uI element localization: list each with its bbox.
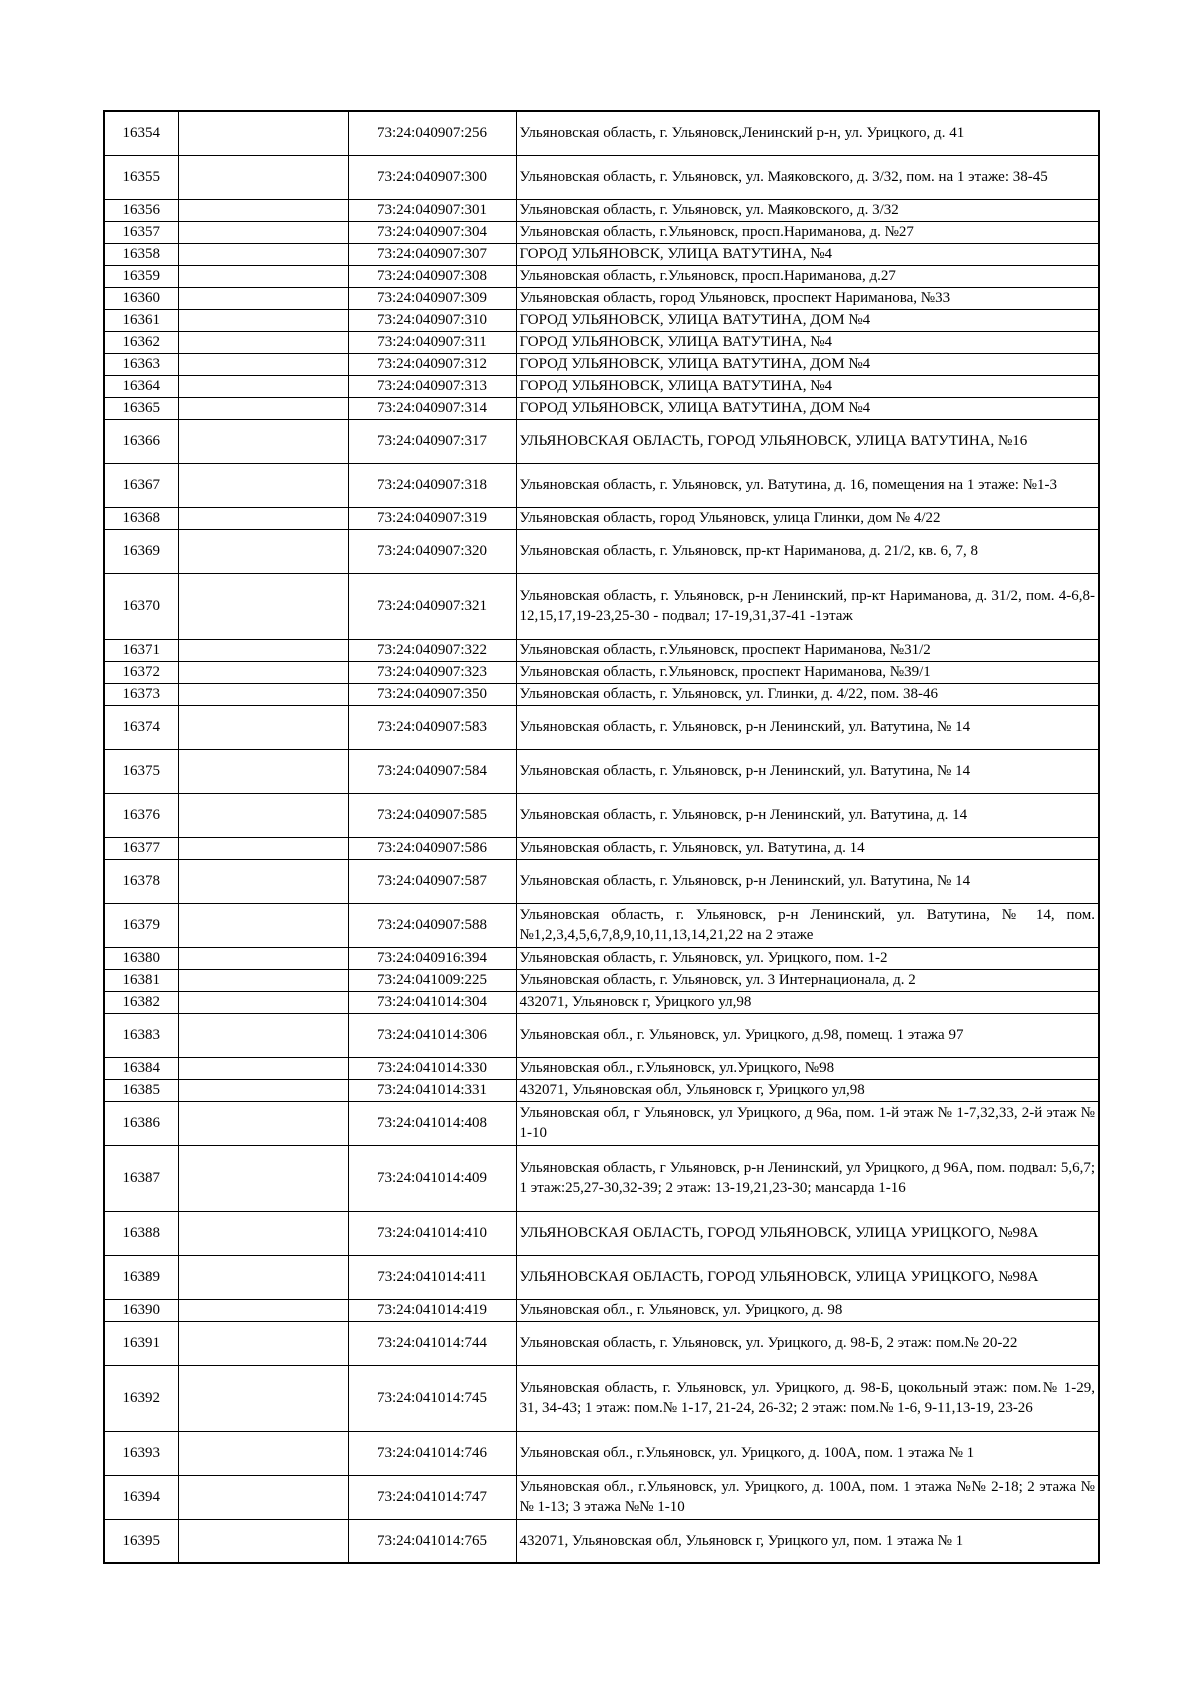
row-number-cell: 16380 xyxy=(104,947,178,969)
table-row xyxy=(104,903,1099,947)
address-cell: Ульяновская область, г. Ульяновск, ул. Ватутина, д. 14 xyxy=(516,837,1099,859)
empty-cell xyxy=(178,969,348,991)
table-row xyxy=(104,199,1099,221)
row-number-cell: 16356 xyxy=(104,199,178,221)
empty-cell xyxy=(178,1365,348,1431)
row-number-cell: 16382 xyxy=(104,991,178,1013)
address-cell: 432071, Ульяновская обл, Ульяновск г, Урицкого ул, пом. 1 этажа № 1 xyxy=(516,1519,1099,1563)
address-cell: Ульяновская область, г. Ульяновск, р-н Ленинский, ул. Ватутина, № 14 xyxy=(516,749,1099,793)
address-cell: ГОРОД УЛЬЯНОВСК, УЛИЦА ВАТУТИНА, №4 xyxy=(516,375,1099,397)
empty-cell xyxy=(178,991,348,1013)
cadastral-number-cell: 73:24:040907:308 xyxy=(348,265,516,287)
cadastral-number-cell: 73:24:041014:747 xyxy=(348,1475,516,1519)
address-cell: Ульяновская обл., г. Ульяновск, ул. Урицкого, д.98, помещ. 1 этажа 97 xyxy=(516,1013,1099,1057)
row-number-cell: 16374 xyxy=(104,705,178,749)
address-cell: Ульяновская обл., г.Ульяновск, ул.Урицкого, №98 xyxy=(516,1057,1099,1079)
cadastral-number-cell: 73:24:040907:323 xyxy=(348,661,516,683)
cadastral-number-cell: 73:24:041014:746 xyxy=(348,1431,516,1475)
empty-cell xyxy=(178,1431,348,1475)
row-number-cell: 16364 xyxy=(104,375,178,397)
address-cell: 432071, Ульяновская обл, Ульяновск г, Урицкого ул,98 xyxy=(516,1079,1099,1101)
cadastral-number-cell: 73:24:041014:744 xyxy=(348,1321,516,1365)
empty-cell xyxy=(178,639,348,661)
table-row xyxy=(104,353,1099,375)
table-row xyxy=(104,1431,1099,1475)
address-cell: Ульяновская область, г. Ульяновск, ул. Ватутина, д. 16, помещения на 1 этаже: №1-3 xyxy=(516,463,1099,507)
address-cell: 432071, Ульяновск г, Урицкого ул,98 xyxy=(516,991,1099,1013)
cadastral-number-cell: 73:24:041014:304 xyxy=(348,991,516,1013)
row-number-cell: 16365 xyxy=(104,397,178,419)
empty-cell xyxy=(178,397,348,419)
table-row xyxy=(104,1255,1099,1299)
cadastral-number-cell: 73:24:041014:330 xyxy=(348,1057,516,1079)
table-row xyxy=(104,793,1099,837)
cadastral-number-cell: 73:24:040907:320 xyxy=(348,529,516,573)
empty-cell xyxy=(178,507,348,529)
empty-cell xyxy=(178,1057,348,1079)
cadastral-number-cell: 73:24:041014:331 xyxy=(348,1079,516,1101)
row-number-cell: 16357 xyxy=(104,221,178,243)
row-number-cell: 16383 xyxy=(104,1013,178,1057)
empty-cell xyxy=(178,199,348,221)
address-cell: Ульяновская область, г Ульяновск, р-н Ленинский, ул Урицкого, д 96А, пом. подвал: 5,6,7; 1 этаж:25,27-30,32-39; 2 этаж: 13-19,21,23-30; мансарда 1-16 xyxy=(516,1145,1099,1211)
cadastral-number-cell: 73:24:040907:312 xyxy=(348,353,516,375)
cadastral-number-cell: 73:24:040907:309 xyxy=(348,287,516,309)
address-cell: Ульяновская область, г. Ульяновск, ул. Урицкого, д. 98-Б, цокольный этаж: пом.№ 1-29, 31, 34-43; 1 этаж: пом.№ 1-17, 21-24, 26-32; 2 этаж: пом.№ 1-6, 9-11,13-19, 23-26 xyxy=(516,1365,1099,1431)
table-row xyxy=(104,1101,1099,1145)
cadastral-number-cell: 73:24:040907:587 xyxy=(348,859,516,903)
empty-cell xyxy=(178,111,348,155)
address-cell: Ульяновская область, г. Ульяновск, р-н Ленинский, ул. Ватутина, № 14 xyxy=(516,705,1099,749)
table-row xyxy=(104,1079,1099,1101)
row-number-cell: 16363 xyxy=(104,353,178,375)
cadastral-number-cell: 73:24:040907:586 xyxy=(348,837,516,859)
cadastral-number-cell: 73:24:041014:765 xyxy=(348,1519,516,1563)
address-cell: Ульяновская область, г. Ульяновск, р-н Ленинский, ул. Ватутина, д. 14 xyxy=(516,793,1099,837)
address-cell: Ульяновская область, г. Ульяновск, пр-кт Нариманова, д. 21/2, кв. 6, 7, 8 xyxy=(516,529,1099,573)
empty-cell xyxy=(178,331,348,353)
cadastral-number-cell: 73:24:040907:304 xyxy=(348,221,516,243)
empty-cell xyxy=(178,1101,348,1145)
cadastral-number-cell: 73:24:040907:313 xyxy=(348,375,516,397)
table-row xyxy=(104,287,1099,309)
address-cell: Ульяновская область, город Ульяновск, проспект Нариманова, №33 xyxy=(516,287,1099,309)
address-cell: Ульяновская область, г.Ульяновск, просп.Нариманова, д.27 xyxy=(516,265,1099,287)
row-number-cell: 16395 xyxy=(104,1519,178,1563)
row-number-cell: 16367 xyxy=(104,463,178,507)
empty-cell xyxy=(178,419,348,463)
empty-cell xyxy=(178,309,348,331)
table-row xyxy=(104,397,1099,419)
cadastral-number-cell: 73:24:040907:588 xyxy=(348,903,516,947)
table-row xyxy=(104,331,1099,353)
row-number-cell: 16385 xyxy=(104,1079,178,1101)
empty-cell xyxy=(178,1475,348,1519)
table-row xyxy=(104,573,1099,639)
address-cell: Ульяновская область, г.Ульяновск, просп.Нариманова, д. №27 xyxy=(516,221,1099,243)
cadastral-number-cell: 73:24:041014:745 xyxy=(348,1365,516,1431)
row-number-cell: 16355 xyxy=(104,155,178,199)
row-number-cell: 16360 xyxy=(104,287,178,309)
cadastral-number-cell: 73:24:041014:306 xyxy=(348,1013,516,1057)
row-number-cell: 16378 xyxy=(104,859,178,903)
address-cell: Ульяновская область, город Ульяновск, улица Глинки, дом № 4/22 xyxy=(516,507,1099,529)
address-cell: Ульяновская область, г. Ульяновск, ул. Урицкого, пом. 1-2 xyxy=(516,947,1099,969)
empty-cell xyxy=(178,463,348,507)
cadastral-number-cell: 73:24:040907:314 xyxy=(348,397,516,419)
empty-cell xyxy=(178,529,348,573)
address-cell: Ульяновская область, г. Ульяновск,Ленинский р-н, ул. Урицкого, д. 41 xyxy=(516,111,1099,155)
empty-cell xyxy=(178,375,348,397)
row-number-cell: 16368 xyxy=(104,507,178,529)
cadastral-number-cell: 73:24:040907:317 xyxy=(348,419,516,463)
table-row xyxy=(104,969,1099,991)
row-number-cell: 16392 xyxy=(104,1365,178,1431)
address-cell: Ульяновская область, г.Ульяновск, проспект Нариманова, №31/2 xyxy=(516,639,1099,661)
empty-cell xyxy=(178,1255,348,1299)
table-row xyxy=(104,111,1099,155)
table-row xyxy=(104,859,1099,903)
cadastral-number-cell: 73:24:040907:583 xyxy=(348,705,516,749)
address-cell: Ульяновская область, г. Ульяновск, ул. Маяковского, д. 3/32, пом. на 1 этаже: 38-45 xyxy=(516,155,1099,199)
cadastral-number-cell: 73:24:040907:311 xyxy=(348,331,516,353)
cadastral-number-cell: 73:24:041014:419 xyxy=(348,1299,516,1321)
table-row xyxy=(104,1013,1099,1057)
table-row xyxy=(104,639,1099,661)
row-number-cell: 16393 xyxy=(104,1431,178,1475)
table-row xyxy=(104,947,1099,969)
empty-cell xyxy=(178,1299,348,1321)
address-cell: Ульяновская область, г. Ульяновск, р-н Ленинский, ул. Ватутина, № 14 xyxy=(516,859,1099,903)
table-row xyxy=(104,1519,1099,1563)
address-cell: ГОРОД УЛЬЯНОВСК, УЛИЦА ВАТУТИНА, ДОМ №4 xyxy=(516,353,1099,375)
property-registry-table xyxy=(103,110,1100,1564)
address-cell: Ульяновская область, г. Ульяновск, ул. Урицкого, д. 98-Б, 2 этаж: пом.№ 20-22 xyxy=(516,1321,1099,1365)
table-row xyxy=(104,309,1099,331)
address-cell: Ульяновская обл, г Ульяновск, ул Урицкого, д 96а, пом. 1-й этаж № 1-7,32,33, 2-й этаж № 1-10 xyxy=(516,1101,1099,1145)
cadastral-number-cell: 73:24:040907:310 xyxy=(348,309,516,331)
row-number-cell: 16373 xyxy=(104,683,178,705)
row-number-cell: 16377 xyxy=(104,837,178,859)
address-cell: Ульяновская обл., г. Ульяновск, ул. Урицкого, д. 98 xyxy=(516,1299,1099,1321)
row-number-cell: 16362 xyxy=(104,331,178,353)
table-row xyxy=(104,243,1099,265)
cadastral-number-cell: 73:24:040907:318 xyxy=(348,463,516,507)
empty-cell xyxy=(178,155,348,199)
row-number-cell: 16370 xyxy=(104,573,178,639)
table-row xyxy=(104,837,1099,859)
empty-cell xyxy=(178,705,348,749)
empty-cell xyxy=(178,353,348,375)
row-number-cell: 16371 xyxy=(104,639,178,661)
row-number-cell: 16386 xyxy=(104,1101,178,1145)
address-cell: ГОРОД УЛЬЯНОВСК, УЛИЦА ВАТУТИНА, №4 xyxy=(516,331,1099,353)
cadastral-number-cell: 73:24:040907:322 xyxy=(348,639,516,661)
row-number-cell: 16387 xyxy=(104,1145,178,1211)
address-cell: ГОРОД УЛЬЯНОВСК, УЛИЦА ВАТУТИНА, №4 xyxy=(516,243,1099,265)
empty-cell xyxy=(178,1321,348,1365)
empty-cell xyxy=(178,221,348,243)
row-number-cell: 16372 xyxy=(104,661,178,683)
empty-cell xyxy=(178,1013,348,1057)
table-row xyxy=(104,265,1099,287)
cadastral-number-cell: 73:24:040907:300 xyxy=(348,155,516,199)
row-number-cell: 16390 xyxy=(104,1299,178,1321)
address-cell: Ульяновская область, г. Ульяновск, р-н Ленинский, пр-кт Нариманова, д. 31/2, пом. 4-6,8-12,15,17,19-23,25-30 - подвал; 17-19,31,37-41 -1этаж xyxy=(516,573,1099,639)
empty-cell xyxy=(178,859,348,903)
table-row xyxy=(104,991,1099,1013)
cadastral-number-cell: 73:24:040907:584 xyxy=(348,749,516,793)
empty-cell xyxy=(178,573,348,639)
table-row xyxy=(104,1365,1099,1431)
address-cell: Ульяновская область, г. Ульяновск, ул. Маяковского, д. 3/32 xyxy=(516,199,1099,221)
address-cell: Ульяновская область, г. Ульяновск, р-н Ленинский, ул. Ватутина, № 14, пом. №1,2,3,4,5,6,7,8,9,10,11,13,14,21,22 на 2 этаже xyxy=(516,903,1099,947)
cadastral-number-cell: 73:24:040907:321 xyxy=(348,573,516,639)
empty-cell xyxy=(178,683,348,705)
cadastral-number-cell: 73:24:041009:225 xyxy=(348,969,516,991)
table-row xyxy=(104,155,1099,199)
table-row xyxy=(104,749,1099,793)
table-row xyxy=(104,705,1099,749)
row-number-cell: 16376 xyxy=(104,793,178,837)
row-number-cell: 16384 xyxy=(104,1057,178,1079)
address-cell: ГОРОД УЛЬЯНОВСК, УЛИЦА ВАТУТИНА, ДОМ №4 xyxy=(516,309,1099,331)
row-number-cell: 16389 xyxy=(104,1255,178,1299)
table-row xyxy=(104,419,1099,463)
row-number-cell: 16359 xyxy=(104,265,178,287)
row-number-cell: 16369 xyxy=(104,529,178,573)
table-row xyxy=(104,221,1099,243)
table-row xyxy=(104,375,1099,397)
table-row xyxy=(104,463,1099,507)
address-cell: Ульяновская обл., г.Ульяновск, ул. Урицкого, д. 100А, пом. 1 этажа № 1 xyxy=(516,1431,1099,1475)
row-number-cell: 16375 xyxy=(104,749,178,793)
row-number-cell: 16388 xyxy=(104,1211,178,1255)
cadastral-number-cell: 73:24:040907:350 xyxy=(348,683,516,705)
empty-cell xyxy=(178,1145,348,1211)
address-cell: УЛЬЯНОВСКАЯ ОБЛАСТЬ, ГОРОД УЛЬЯНОВСК, УЛИЦА ВАТУТИНА, №16 xyxy=(516,419,1099,463)
table-row xyxy=(104,507,1099,529)
address-cell: Ульяновская область, г. Ульяновск, ул. Глинки, д. 4/22, пом. 38-46 xyxy=(516,683,1099,705)
cadastral-number-cell: 73:24:040907:307 xyxy=(348,243,516,265)
cadastral-number-cell: 73:24:041014:410 xyxy=(348,1211,516,1255)
cadastral-number-cell: 73:24:041014:408 xyxy=(348,1101,516,1145)
row-number-cell: 16381 xyxy=(104,969,178,991)
empty-cell xyxy=(178,1211,348,1255)
empty-cell xyxy=(178,243,348,265)
table-row xyxy=(104,1145,1099,1211)
empty-cell xyxy=(178,903,348,947)
row-number-cell: 16361 xyxy=(104,309,178,331)
address-cell: Ульяновская обл., г.Ульяновск, ул. Урицкого, д. 100А, пом. 1 этажа №№ 2-18; 2 этажа №№ 1-13; 3 этажа №№ 1-10 xyxy=(516,1475,1099,1519)
empty-cell xyxy=(178,287,348,309)
empty-cell xyxy=(178,837,348,859)
cadastral-number-cell: 73:24:040907:301 xyxy=(348,199,516,221)
cadastral-number-cell: 73:24:040916:394 xyxy=(348,947,516,969)
table-row xyxy=(104,1475,1099,1519)
empty-cell xyxy=(178,661,348,683)
empty-cell xyxy=(178,947,348,969)
row-number-cell: 16379 xyxy=(104,903,178,947)
address-cell: Ульяновская область, г.Ульяновск, проспект Нариманова, №39/1 xyxy=(516,661,1099,683)
table-row xyxy=(104,661,1099,683)
address-cell: УЛЬЯНОВСКАЯ ОБЛАСТЬ, ГОРОД УЛЬЯНОВСК, УЛИЦА УРИЦКОГО, №98А xyxy=(516,1211,1099,1255)
row-number-cell: 16366 xyxy=(104,419,178,463)
empty-cell xyxy=(178,1519,348,1563)
registry-table-body xyxy=(104,111,1099,1563)
address-cell: УЛЬЯНОВСКАЯ ОБЛАСТЬ, ГОРОД УЛЬЯНОВСК, УЛИЦА УРИЦКОГО, №98А xyxy=(516,1255,1099,1299)
empty-cell xyxy=(178,793,348,837)
cadastral-number-cell: 73:24:040907:319 xyxy=(348,507,516,529)
cadastral-number-cell: 73:24:040907:256 xyxy=(348,111,516,155)
table-row xyxy=(104,1321,1099,1365)
empty-cell xyxy=(178,265,348,287)
row-number-cell: 16358 xyxy=(104,243,178,265)
table-row xyxy=(104,683,1099,705)
address-cell: ГОРОД УЛЬЯНОВСК, УЛИЦА ВАТУТИНА, ДОМ №4 xyxy=(516,397,1099,419)
row-number-cell: 16354 xyxy=(104,111,178,155)
address-cell: Ульяновская область, г. Ульяновск, ул. 3 Интернационала, д. 2 xyxy=(516,969,1099,991)
empty-cell xyxy=(178,749,348,793)
cadastral-number-cell: 73:24:040907:585 xyxy=(348,793,516,837)
table-row xyxy=(104,1211,1099,1255)
row-number-cell: 16394 xyxy=(104,1475,178,1519)
cadastral-number-cell: 73:24:041014:411 xyxy=(348,1255,516,1299)
table-row xyxy=(104,529,1099,573)
cadastral-number-cell: 73:24:041014:409 xyxy=(348,1145,516,1211)
row-number-cell: 16391 xyxy=(104,1321,178,1365)
table-row xyxy=(104,1299,1099,1321)
table-row xyxy=(104,1057,1099,1079)
empty-cell xyxy=(178,1079,348,1101)
